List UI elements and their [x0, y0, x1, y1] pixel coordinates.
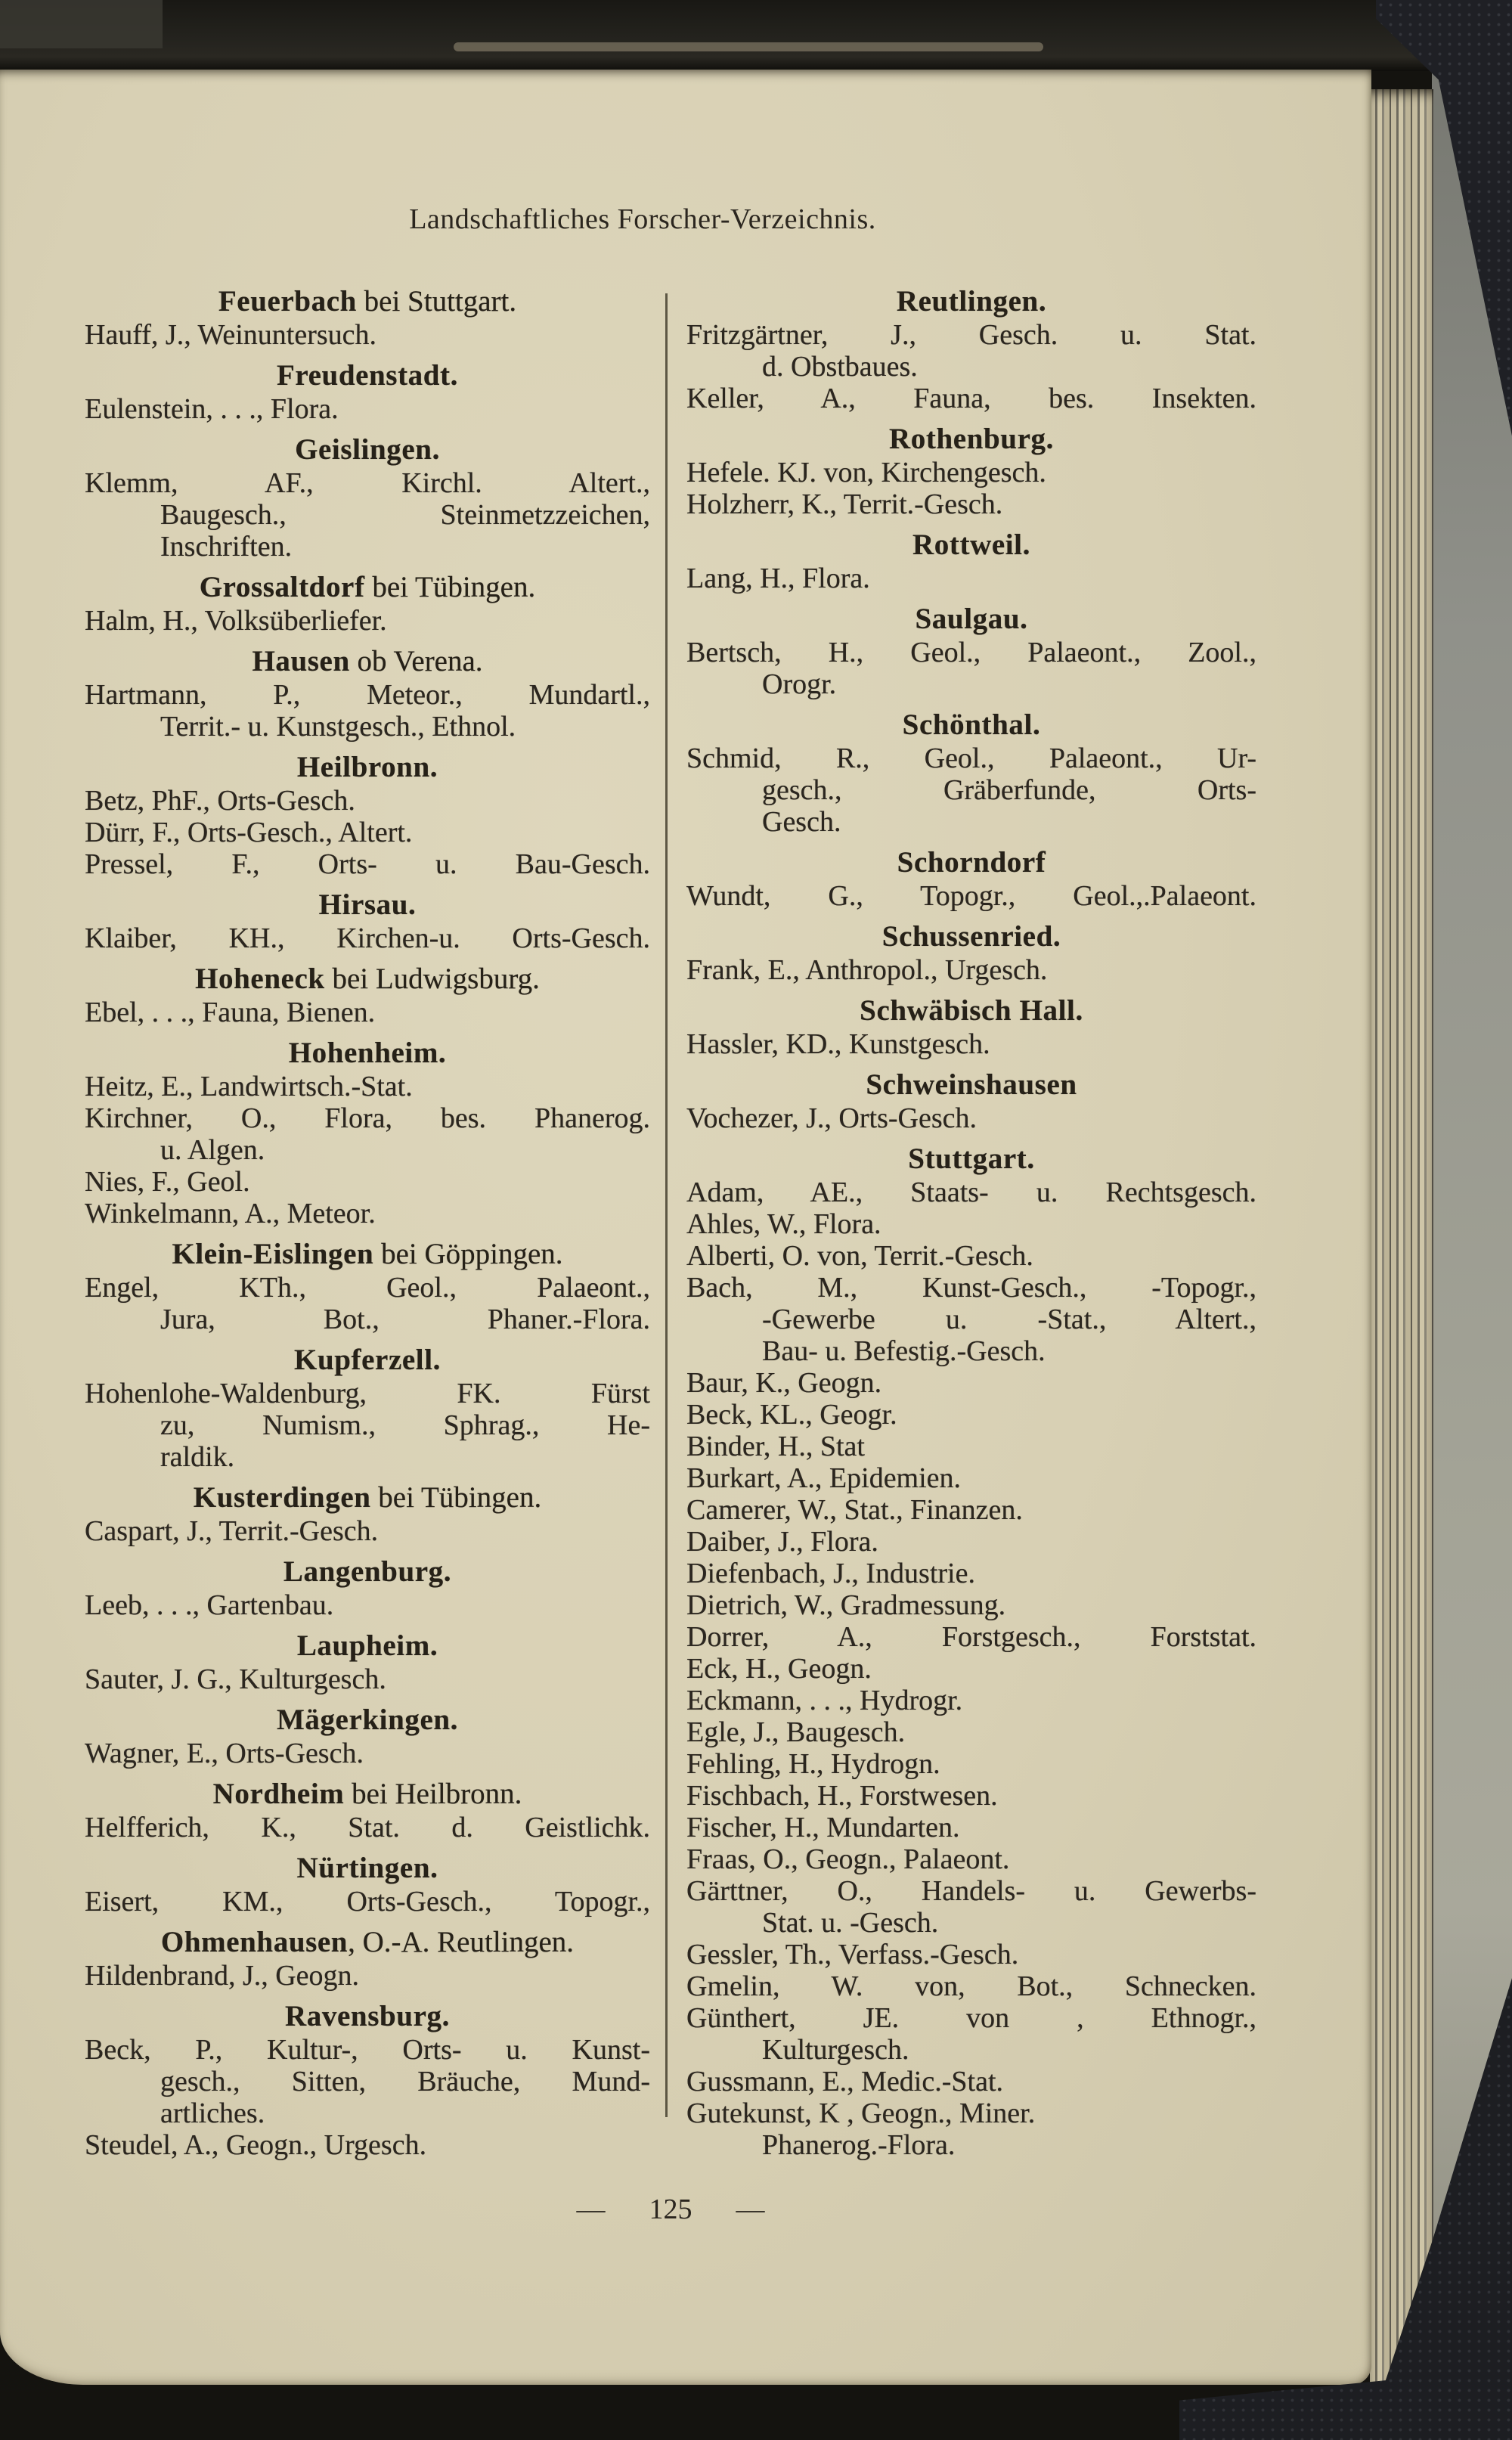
place-suffix: , O.-A. Reutlingen.	[348, 1926, 575, 1958]
entry-line: artliches.	[160, 2097, 265, 2129]
place-name: Feuerbach	[218, 285, 357, 318]
place-heading	[686, 284, 1256, 319]
entry-line: Fraas, O., Geogn., Palaeont.	[686, 1843, 1010, 1875]
place-heading	[85, 569, 650, 605]
entry-line: Keller, A., Fauna, bes. Insekten.	[686, 383, 1256, 414]
entry-line: Kirchner, O., Flora, bes. Phanerog.	[85, 1102, 650, 1134]
place-heading	[686, 421, 1256, 457]
entry-line: Hildenbrand, J., Geogn.	[85, 1960, 360, 1992]
running-head: Landschaftliches Forscher-Verzeichnis.	[409, 203, 876, 235]
place-heading	[85, 643, 650, 679]
place-name: Kupferzell.	[294, 1344, 441, 1376]
place-name: Hausen	[252, 645, 350, 677]
entry-line: Günthert, JE. von , Ethnogr.,	[686, 2002, 1256, 2034]
place-suffix: bei Stuttgart.	[356, 285, 517, 318]
entry-line: Burkart, A., Epidemien.	[686, 1462, 962, 1494]
entry-line: Pressel, F., Orts- u. Bau-Gesch.	[85, 848, 650, 880]
entry-line: Gessler, Th., Verfass.-Gesch.	[686, 1939, 1019, 1970]
entry-line: Wundt, G., Topogr., Geol.,.Palaeont.	[686, 880, 1256, 912]
entry-line: Alberti, O. von, Territ.-Gesch.	[686, 1240, 1033, 1272]
page-number	[85, 2193, 1256, 2226]
place-name: Rothenburg.	[889, 423, 1054, 455]
entry-line: Baugesch., Steinmetzzeichen,	[160, 499, 650, 531]
entry-line: Bau- u. Befestig.-Gesch.	[762, 1335, 1046, 1367]
entry-line: Betz, PhF., Orts-Gesch.	[85, 785, 355, 817]
entry-line: Beck, P., Kultur-, Orts- u. Kunst-	[85, 2034, 650, 2066]
entry-line: Baur, K., Geogn.	[686, 1367, 882, 1399]
place-name: Hirsau.	[318, 888, 417, 921]
entry-line: Diefenbach, J., Industrie.	[686, 1558, 975, 1589]
place-name: Ohmenhausen	[160, 1926, 349, 1958]
entry-line: Fischer, H., Mundarten.	[686, 1812, 960, 1843]
entry-line: Wagner, E., Orts-Gesch.	[85, 1738, 364, 1769]
entry-line: Beck, KL., Geogr.	[686, 1399, 897, 1431]
entry-line: gesch., Gräberfunde, Orts-	[762, 774, 1256, 806]
entry-line: Gesch.	[762, 806, 841, 838]
place-name: Klein-Eislingen	[172, 1238, 374, 1270]
place-name: Schussenried.	[881, 920, 1061, 953]
place-heading	[85, 1998, 650, 2034]
place-name: Freudenstadt.	[276, 359, 458, 392]
place-heading	[85, 1776, 650, 1812]
entry-line: Hefele. KJ. von, Kirchengesch.	[686, 457, 1046, 488]
place-heading	[686, 527, 1256, 563]
entry-line: Nies, F., Geol.	[85, 1166, 250, 1198]
entry-line: Dorrer, A., Forstgesch., Forststat.	[686, 1621, 1256, 1653]
page-number-value: 125	[649, 2194, 692, 2225]
entry-line: Dürr, F., Orts-Gesch., Altert.	[85, 817, 413, 848]
entry-line: Fischbach, H., Forstwesen.	[686, 1780, 998, 1812]
place-name: Nordheim	[212, 1778, 345, 1810]
binding-top-highlight	[0, 0, 163, 48]
place-heading	[85, 284, 650, 319]
entry-line: Phanerog.-Flora.	[762, 2129, 956, 2161]
entry-line: Halm, H., Volksüberliefer.	[85, 605, 387, 637]
place-heading	[85, 1342, 650, 1378]
entry-line: Hassler, KD., Kunstgesch.	[686, 1028, 990, 1060]
place-suffix: bei Tübingen.	[364, 571, 536, 603]
entry-line: Sauter, J. G., Kulturgesch.	[85, 1663, 386, 1695]
entry-line: Hohenlohe-Waldenburg, FK. Fürst	[85, 1378, 650, 1409]
place-suffix: ob Verena.	[349, 645, 483, 677]
place-heading	[85, 1628, 650, 1663]
entry-line: Hartmann, P., Meteor., Mundartl.,	[85, 679, 650, 711]
place-name: Grossaltdorf	[199, 571, 365, 603]
entry-line: Eisert, KM., Orts-Gesch., Topogr.,	[85, 1886, 650, 1918]
entry-line: Dietrich, W., Gradmessung.	[686, 1589, 1006, 1621]
entry-line: Gmelin, W. von, Bot., Schnecken.	[686, 1970, 1256, 2002]
place-name: Hoheneck	[195, 963, 325, 995]
place-name: Nürtingen.	[296, 1852, 438, 1884]
page-number-dash-right: —	[736, 2194, 765, 2225]
place-heading	[85, 1035, 650, 1071]
entry-line: Jura, Bot., Phaner.-Flora.	[160, 1304, 650, 1335]
place-heading	[85, 1702, 650, 1738]
place-suffix: bei Tübingen.	[370, 1481, 542, 1514]
place-name: Laupheim.	[296, 1629, 438, 1662]
place-name: Langenburg.	[283, 1555, 452, 1588]
entry-line: Helfferich, K., Stat. d. Geistlichk.	[85, 1812, 650, 1843]
entry-line: Gärttner, O., Handels- u. Gewerbs-	[686, 1875, 1256, 1907]
entry-line: Egle, J., Baugesch.	[686, 1716, 906, 1748]
entry-line: Eulenstein, . . ., Flora.	[85, 393, 339, 425]
place-heading	[85, 749, 650, 785]
place-suffix: bei Göppingen.	[373, 1238, 563, 1270]
entry-line: Eck, H., Geogn.	[686, 1653, 872, 1685]
place-name: Rottweil.	[912, 529, 1030, 561]
place-name: Ravensburg.	[285, 2000, 450, 2032]
book-page	[0, 70, 1371, 2385]
entry-line: Lang, H., Flora.	[686, 563, 870, 594]
entry-line: Vochezer, J., Orts-Gesch.	[686, 1102, 977, 1134]
entry-line: Adam, AE., Staats- u. Rechtsgesch.	[686, 1177, 1256, 1208]
entry-line: Territ.- u. Kunstgesch., Ethnol.	[160, 711, 516, 743]
place-heading	[85, 1850, 650, 1886]
place-name: Heilbronn.	[296, 751, 438, 783]
entry-line: Klaiber, KH., Kirchen-u. Orts-Gesch.	[85, 922, 650, 954]
place-heading	[85, 887, 650, 922]
place-heading	[85, 1480, 650, 1515]
place-name: Schwäbisch Hall.	[860, 994, 1083, 1027]
place-heading	[686, 919, 1256, 954]
place-heading	[85, 432, 650, 467]
place-name: Saulgau.	[915, 603, 1028, 635]
entry-line: Orogr.	[762, 668, 837, 700]
place-name: Reutlingen.	[896, 285, 1047, 318]
right-column	[686, 277, 1256, 2161]
entry-line: Camerer, W., Stat., Finanzen.	[686, 1494, 1023, 1526]
place-name: Schweinshausen	[866, 1068, 1077, 1101]
place-heading	[686, 845, 1256, 880]
entry-line: u. Algen.	[160, 1134, 265, 1166]
entry-line: Gutekunst, K , Geogn., Miner.	[686, 2097, 1036, 2129]
entry-line: Inschriften.	[160, 531, 293, 563]
entry-line: Fehling, H., Hydrogn.	[686, 1748, 940, 1780]
page-stack-fore-edge	[1370, 89, 1433, 2403]
entry-line: Bertsch, H., Geol., Palaeont., Zool.,	[686, 637, 1256, 668]
entry-line: Kulturgesch.	[762, 2034, 909, 2066]
entry-line: gesch., Sitten, Bräuche, Mund-	[160, 2066, 650, 2097]
entry-line: Engel, KTh., Geol., Palaeont.,	[85, 1272, 650, 1304]
place-heading	[85, 358, 650, 393]
place-name: Hohenheim.	[288, 1037, 447, 1069]
place-name: Mägerkingen.	[276, 1704, 459, 1736]
entry-line: Winkelmann, A., Meteor.	[85, 1198, 376, 1229]
entry-line: Stat. u. -Gesch.	[762, 1907, 939, 1939]
column-divider	[665, 293, 668, 2117]
place-suffix: bei Ludwigsburg.	[324, 963, 540, 995]
entry-line: Fritzgärtner, J., Gesch. u. Stat.	[686, 319, 1256, 351]
entry-line: Hauff, J., Weinuntersuch.	[85, 319, 377, 351]
place-heading	[85, 1924, 650, 1960]
place-name: Schönthal.	[902, 708, 1041, 741]
left-column	[85, 277, 650, 2161]
place-heading	[85, 1554, 650, 1589]
entry-line: raldik.	[160, 1441, 235, 1473]
place-name: Geislingen.	[295, 433, 440, 466]
entry-line: Eckmann, . . ., Hydrogr.	[686, 1685, 963, 1716]
place-name: Kusterdingen	[193, 1481, 371, 1514]
entry-line: Heitz, E., Landwirtsch.-Stat.	[85, 1071, 413, 1102]
place-heading	[85, 1236, 650, 1272]
place-name: Stuttgart.	[908, 1142, 1035, 1175]
entry-line: Ahles, W., Flora.	[686, 1208, 881, 1240]
binding-top-band	[0, 0, 1512, 71]
entry-line: -Gewerbe u. -Stat., Altert.,	[762, 1304, 1256, 1335]
entry-line: Caspart, J., Territ.-Gesch.	[85, 1515, 379, 1547]
entry-line: Daiber, J., Flora.	[686, 1526, 878, 1558]
place-heading	[686, 993, 1256, 1028]
place-heading	[686, 1141, 1256, 1177]
page-top-edge-sliver	[454, 42, 1043, 51]
entry-line: Steudel, A., Geogn., Urgesch.	[85, 2129, 427, 2161]
place-heading	[85, 961, 650, 997]
entry-line: Ebel, . . ., Fauna, Bienen.	[85, 997, 376, 1028]
entry-line: Schmid, R., Geol., Palaeont., Ur-	[686, 743, 1256, 774]
place-suffix: bei Heilbronn.	[344, 1778, 522, 1810]
page-number-dash-left: —	[576, 2194, 606, 2225]
entry-line: Leeb, . . ., Gartenbau.	[85, 1589, 334, 1621]
place-heading	[686, 707, 1256, 743]
entry-line: Binder, H., Stat	[686, 1431, 865, 1462]
entry-line: Klemm, AF., Kirchl. Altert.,	[85, 467, 650, 499]
entry-line: Bach, M., Kunst-Gesch., -Topogr.,	[686, 1272, 1256, 1304]
place-heading	[686, 601, 1256, 637]
place-name: Schorndorf	[897, 846, 1046, 879]
entry-line: Frank, E., Anthropol., Urgesch.	[686, 954, 1048, 986]
place-heading	[686, 1067, 1256, 1102]
entry-line: Gussmann, E., Medic.-Stat.	[686, 2066, 1004, 2097]
entry-line: Holzherr, K., Territ.-Gesch.	[686, 488, 1003, 520]
entry-line: zu, Numism., Sphrag., He-	[160, 1409, 650, 1441]
entry-line: d. Obstbaues.	[762, 351, 918, 383]
